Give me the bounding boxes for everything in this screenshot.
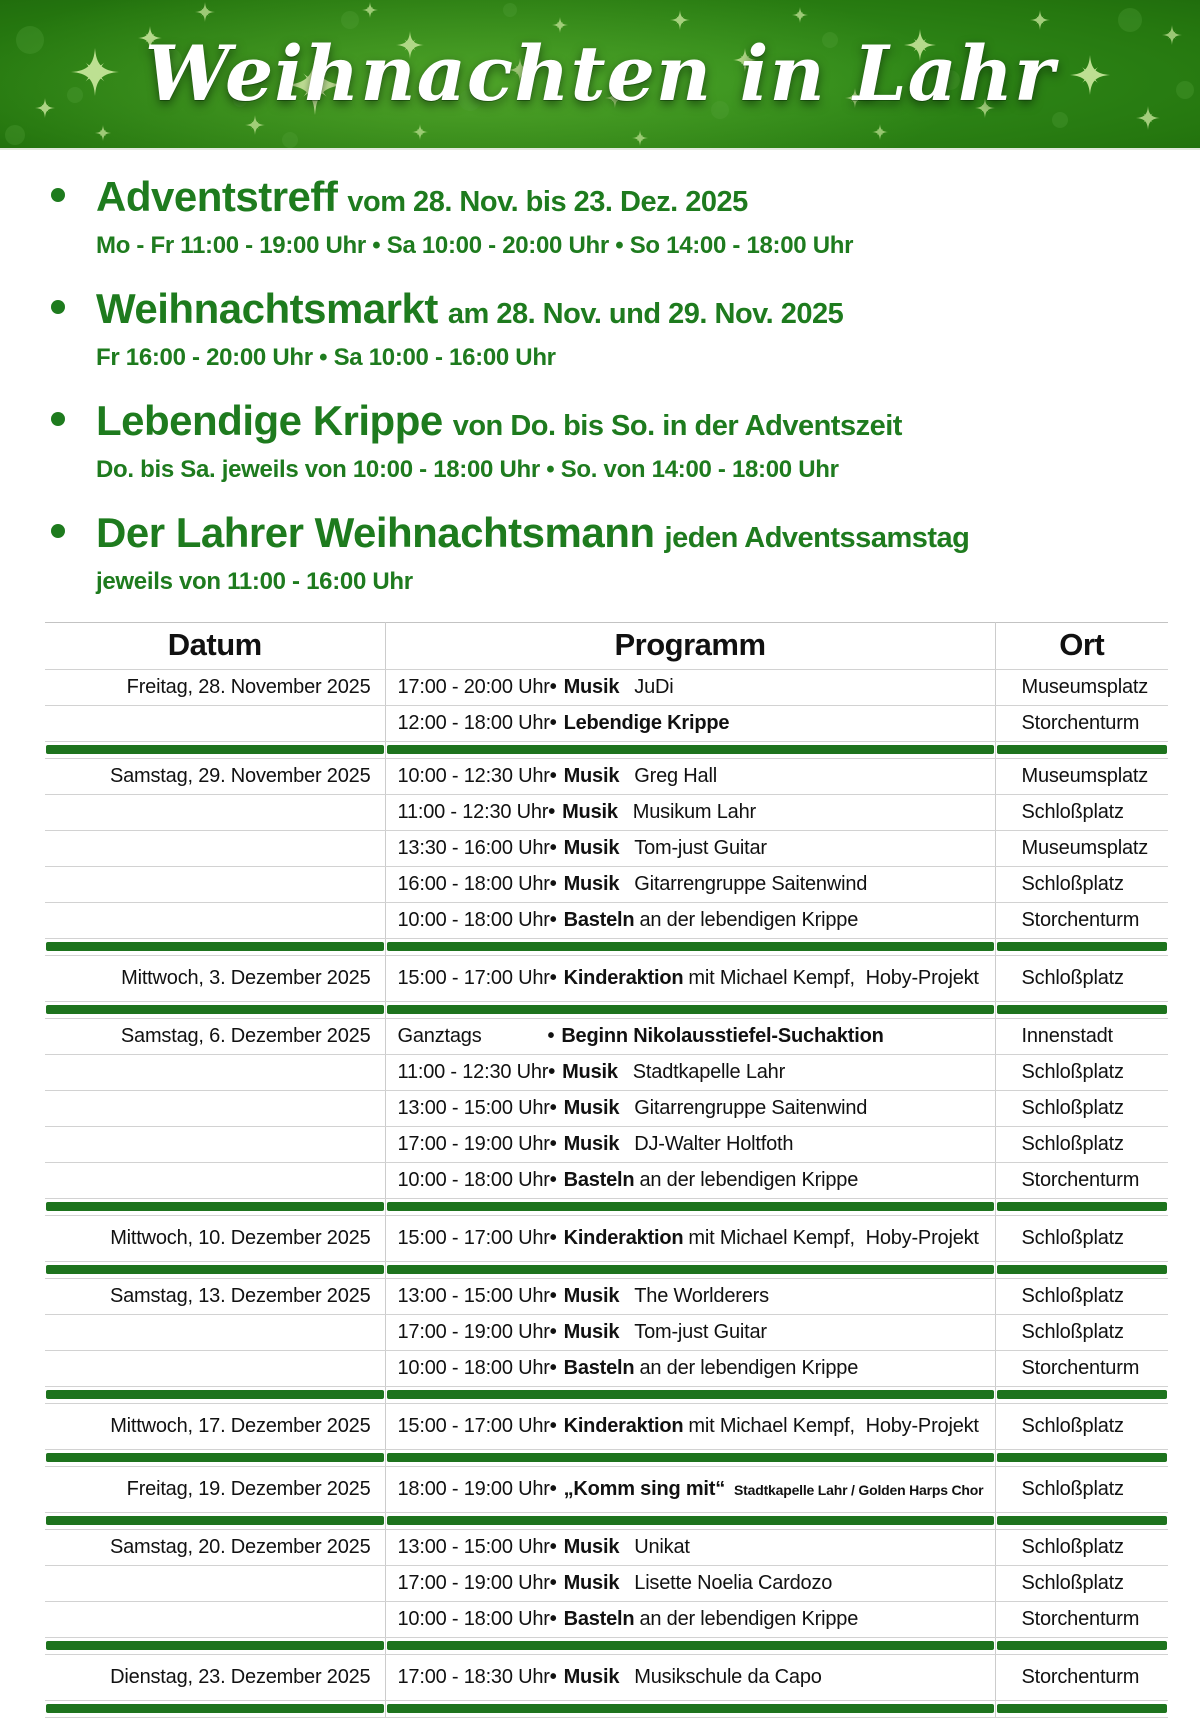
location-cell: Schloßplatz [995,956,1168,1002]
program-cell [385,867,995,903]
bullet-icon: • [549,837,557,859]
bullet-dot-icon [51,300,65,314]
program-cell [385,1602,995,1638]
program-time: 15:00 - 17:00 Uhr [397,1227,550,1249]
separator-bar [997,1265,1168,1274]
program-detail: DJ-Walter Holtfoth [634,1133,794,1155]
event-times: Do. bis Sa. jeweils von 10:00 - 18:00 Uhr • So. von 14:00 - 18:00 Uhr [96,456,839,483]
separator-bar [46,1453,384,1462]
program-cell [385,1351,995,1387]
program-category: Musik [563,1133,620,1155]
program-cell [385,706,995,742]
location-cell: Storchenturm [995,1655,1168,1701]
event-title: Adventstreff [96,173,338,220]
separator-cell [995,1450,1168,1467]
program-cell [385,1566,995,1602]
program-time: 15:00 - 17:00 Uhr [397,967,550,989]
program-cell [385,670,995,706]
program-detail: The Worlderers [634,1285,769,1307]
table-header-row [45,623,1168,670]
separator-bar [387,1516,994,1525]
bullet-icon: • [549,1608,557,1630]
location-cell: Storchenturm [995,706,1168,742]
table-row [45,1351,1168,1387]
program-detail: mit Michael Kempf, Hoby-Projekt [688,1227,979,1249]
date-cell [45,1351,385,1387]
separator-bar [46,745,384,754]
program-cell [385,956,995,1002]
separator-cell [995,939,1168,956]
program-detail: an der lebendigen Krippe [639,1608,859,1630]
location-cell: Storchenturm [995,903,1168,939]
schedule-table [45,622,1168,1718]
event-title: Lebendige Krippe [96,397,443,444]
date-cell [45,1163,385,1199]
program-category: Musik [563,676,620,698]
location-cell: Schloßplatz [995,1216,1168,1262]
program-detail: an der lebendigen Krippe [639,1357,859,1379]
event-title: Weihnachtsmarkt [96,285,438,332]
table-row [45,1602,1168,1638]
separator-cell [995,1513,1168,1530]
separator-bar [997,745,1168,754]
event-item [96,174,1160,261]
table-row [45,1019,1168,1055]
program-category: Musik [563,1572,620,1594]
location-cell: Schloßplatz [995,1530,1168,1566]
table-row [45,1091,1168,1127]
program-category: Basteln [563,909,635,931]
separator-cell [995,1002,1168,1019]
date-cell [45,831,385,867]
date-cell: Mittwoch, 10. Dezember 2025 [45,1216,385,1262]
program-category: Musik [563,1666,620,1688]
separator-cell [385,939,995,956]
christmas-banner [0,0,1200,150]
date-cell [45,1602,385,1638]
program-time: Ganztags [397,1025,482,1047]
program-detail: Gitarrengruppe Saitenwind [634,873,868,895]
bullet-icon: • [549,1478,557,1500]
program-category: Musik [562,801,618,823]
separator-bar [46,1390,384,1399]
separator-cell [45,1450,385,1467]
separator-row [45,742,1168,759]
separator-cell [45,1701,385,1718]
program-cell [385,759,995,795]
page-title: Weihnachten in Lahr [144,29,1056,118]
bullet-icon: • [549,967,557,989]
program-category: Musik [562,1061,618,1083]
table-row [45,1279,1168,1315]
separator-bar [997,1453,1168,1462]
separator-row [45,939,1168,956]
bullet-icon: • [548,801,556,823]
program-category: Musik [563,1285,620,1307]
location-cell: Museumsplatz [995,759,1168,795]
program-detail: mit Michael Kempf, Hoby-Projekt [688,1415,979,1437]
program-category: Musik [563,765,620,787]
table-row [45,831,1168,867]
program-category: Kinderaktion [563,967,684,989]
bullet-icon: • [549,909,557,931]
location-cell: Museumsplatz [995,831,1168,867]
location-cell: Storchenturm [995,1351,1168,1387]
date-cell [45,1055,385,1091]
location-cell: Schloßplatz [995,1279,1168,1315]
separator-bar [997,1390,1168,1399]
bullet-icon: • [549,676,557,698]
separator-cell [995,1638,1168,1655]
date-cell: Samstag, 20. Dezember 2025 [45,1530,385,1566]
date-cell: Dienstag, 23. Dezember 2025 [45,1655,385,1701]
program-category: Kinderaktion [563,1227,684,1249]
location-cell: Schloßplatz [995,1467,1168,1513]
program-detail: Gitarrengruppe Saitenwind [634,1097,868,1119]
program-time: 13:00 - 15:00 Uhr [397,1097,550,1119]
separator-cell [385,742,995,759]
separator-bar [46,1641,384,1650]
separator-bar [46,1704,384,1713]
bullet-dot-icon [51,412,65,426]
program-category: Basteln [563,1169,635,1191]
program-cell [385,1019,995,1055]
program-time: 13:00 - 15:00 Uhr [397,1285,550,1307]
separator-cell [385,1513,995,1530]
program-detail: Musikum Lahr [632,801,756,823]
event-heading [96,174,1160,230]
separator-bar [387,1005,994,1014]
event-item [96,510,1160,597]
separator-cell [45,1262,385,1279]
separator-cell [385,1450,995,1467]
location-cell: Storchenturm [995,1163,1168,1199]
bullet-icon: • [549,1097,557,1119]
bullet-icon: • [548,1061,556,1083]
event-title: Der Lahrer Weihnachtsmann [96,509,655,556]
date-cell: Freitag, 28. November 2025 [45,670,385,706]
header-ort: Ort [995,623,1168,670]
program-time: 11:00 - 12:30 Uhr [397,1061,549,1083]
program-category: Basteln [563,1608,635,1630]
program-cell [385,1055,995,1091]
separator-bar [387,1265,994,1274]
date-cell [45,1091,385,1127]
bullet-icon: • [547,1025,555,1047]
separator-bar [997,1641,1168,1650]
separator-bar [997,1704,1168,1713]
date-cell [45,795,385,831]
table-row [45,1530,1168,1566]
separator-bar [387,1390,994,1399]
table-row [45,1404,1168,1450]
program-time: 10:00 - 18:00 Uhr [397,1357,550,1379]
event-subtitle: von Do. bis So. in der Adventszeit [452,410,902,442]
table-row [45,1127,1168,1163]
bullet-icon: • [549,1536,557,1558]
bullet-icon: • [549,873,557,895]
program-cell [385,1279,995,1315]
header-programm: Programm [385,623,995,670]
table-row [45,867,1168,903]
separator-row [45,1199,1168,1216]
separator-bar [387,1641,994,1650]
date-cell [45,706,385,742]
date-cell: Freitag, 19. Dezember 2025 [45,1467,385,1513]
event-heading [96,510,1160,566]
location-cell: Schloßplatz [995,1315,1168,1351]
program-time: 17:00 - 20:00 Uhr [397,676,550,698]
bullet-icon: • [549,1321,557,1343]
program-time: 17:00 - 18:30 Uhr [397,1666,550,1688]
program-detail: Unikat [634,1536,690,1558]
location-cell: Museumsplatz [995,670,1168,706]
separator-cell [45,939,385,956]
program-detail: Greg Hall [634,765,717,787]
separator-bar [997,942,1168,951]
separator-cell [995,1199,1168,1216]
program-category: Musik [563,1321,620,1343]
separator-bar [46,1005,384,1014]
separator-bar [387,745,994,754]
bullet-icon: • [549,1415,557,1437]
location-cell: Schloßplatz [995,1404,1168,1450]
event-times: Fr 16:00 - 20:00 Uhr • Sa 10:00 - 16:00 Uhr [96,344,556,371]
date-cell [45,1566,385,1602]
bullet-dot-icon [51,188,65,202]
table-row [45,1055,1168,1091]
table-row [45,670,1168,706]
separator-bar [387,1202,994,1211]
table-row [45,1163,1168,1199]
date-cell [45,903,385,939]
bullet-icon: • [549,1133,557,1155]
table-row [45,1315,1168,1351]
location-cell: Storchenturm [995,1602,1168,1638]
program-time: 18:00 - 19:00 Uhr [397,1478,550,1500]
program-time: 13:30 - 16:00 Uhr [397,837,550,859]
separator-cell [385,1387,995,1404]
separator-cell [995,1701,1168,1718]
separator-bar [387,1453,994,1462]
separator-cell [385,1002,995,1019]
event-heading [96,398,1160,454]
program-time: 17:00 - 19:00 Uhr [397,1572,550,1594]
date-cell: Samstag, 13. Dezember 2025 [45,1279,385,1315]
schedule-table-body [45,670,1168,1718]
bullet-icon: • [549,1666,557,1688]
header-datum: Datum [45,623,385,670]
program-cell [385,1530,995,1566]
separator-bar [997,1202,1168,1211]
table-row [45,1566,1168,1602]
location-cell: Schloßplatz [995,1055,1168,1091]
program-detail: an der lebendigen Krippe [639,909,859,931]
separator-cell [995,1262,1168,1279]
separator-bar [387,1704,994,1713]
program-category: Beginn Nikolausstiefel-Suchaktion [561,1025,884,1047]
event-subtitle: jeden Adventssamstag [664,522,970,554]
separator-cell [45,742,385,759]
event-subtitle: am 28. Nov. und 29. Nov. 2025 [447,298,844,330]
program-detail: Tom-just Guitar [634,837,767,859]
program-time: 13:00 - 15:00 Uhr [397,1536,550,1558]
program-category: Musik [563,1536,620,1558]
program-time: 10:00 - 18:00 Uhr [397,1169,550,1191]
table-row [45,795,1168,831]
separator-row [45,1701,1168,1718]
program-category: Musik [563,837,620,859]
separator-cell [45,1002,385,1019]
location-cell: Schloßplatz [995,1127,1168,1163]
table-row [45,1467,1168,1513]
location-cell: Schloßplatz [995,1091,1168,1127]
program-cell [385,795,995,831]
separator-cell [45,1638,385,1655]
separator-cell [45,1199,385,1216]
separator-bar [46,1516,384,1525]
event-subtitle: vom 28. Nov. bis 23. Dez. 2025 [347,186,748,218]
program-cell [385,1163,995,1199]
program-time: 10:00 - 12:30 Uhr [397,765,550,787]
program-cell [385,1091,995,1127]
separator-bar [46,1202,384,1211]
event-item [96,286,1160,373]
program-time: 16:00 - 18:00 Uhr [397,873,550,895]
date-cell [45,1127,385,1163]
program-detail: Tom-just Guitar [634,1321,767,1343]
program-category: Musik [563,873,620,895]
bullet-icon: • [549,712,557,734]
location-cell: Schloßplatz [995,1566,1168,1602]
separator-row [45,1638,1168,1655]
program-cell [385,1315,995,1351]
program-time: 10:00 - 18:00 Uhr [397,909,550,931]
program-cell [385,1216,995,1262]
program-time: 15:00 - 17:00 Uhr [397,1415,550,1437]
event-item [96,398,1160,485]
bullet-icon: • [549,765,557,787]
program-detail: Musikschule da Capo [634,1666,822,1688]
program-detail: Lisette Noelia Cardozo [634,1572,833,1594]
event-heading [96,286,1160,342]
event-times: Mo - Fr 11:00 - 19:00 Uhr • Sa 10:00 - 20:00 Uhr • So 14:00 - 18:00 Uhr [96,232,854,259]
bullet-icon: • [549,1572,557,1594]
program-category: Musik [563,1097,620,1119]
separator-bar [997,1005,1168,1014]
separator-row [45,1450,1168,1467]
date-cell: Samstag, 29. November 2025 [45,759,385,795]
date-cell [45,1315,385,1351]
separator-cell [385,1199,995,1216]
separator-cell [45,1387,385,1404]
event-summary-list [96,174,1160,597]
program-detail: Stadtkapelle Lahr / Golden Harps Chor [734,1482,984,1498]
program-time: 17:00 - 19:00 Uhr [397,1133,550,1155]
program-cell [385,831,995,867]
program-category: Basteln [563,1357,635,1379]
separator-bar [46,942,384,951]
separator-cell [995,742,1168,759]
program-category: „Komm sing mit“ [563,1478,726,1500]
program-time: 10:00 - 18:00 Uhr [397,1608,550,1630]
separator-row [45,1002,1168,1019]
table-row [45,956,1168,1002]
program-time: 17:00 - 19:00 Uhr [397,1321,550,1343]
table-row [45,706,1168,742]
program-detail: an der lebendigen Krippe [639,1169,859,1191]
program-category: Kinderaktion [563,1415,684,1437]
bullet-dot-icon [51,524,65,538]
date-cell: Samstag, 6. Dezember 2025 [45,1019,385,1055]
separator-bar [46,1265,384,1274]
separator-row [45,1387,1168,1404]
location-cell: Schloßplatz [995,795,1168,831]
program-cell [385,1127,995,1163]
separator-bar [997,1516,1168,1525]
bullet-icon: • [549,1285,557,1307]
bullet-icon: • [549,1169,557,1191]
program-category: Lebendige Krippe [563,712,730,734]
date-cell: Mittwoch, 3. Dezember 2025 [45,956,385,1002]
separator-cell [995,1387,1168,1404]
program-cell [385,1404,995,1450]
program-time: 12:00 - 18:00 Uhr [397,712,550,734]
location-cell: Innenstadt [995,1019,1168,1055]
separator-cell [385,1262,995,1279]
separator-cell [45,1513,385,1530]
program-detail: JuDi [634,676,674,698]
location-cell: Schloßplatz [995,867,1168,903]
bullet-icon: • [549,1357,557,1379]
date-cell [45,867,385,903]
separator-cell [385,1638,995,1655]
separator-row [45,1262,1168,1279]
event-times: jeweils von 11:00 - 16:00 Uhr [96,568,413,595]
program-detail: mit Michael Kempf, Hoby-Projekt [688,967,979,989]
separator-cell [385,1701,995,1718]
separator-row [45,1513,1168,1530]
table-row [45,903,1168,939]
table-row [45,1216,1168,1262]
date-cell: Mittwoch, 17. Dezember 2025 [45,1404,385,1450]
program-cell [385,1467,995,1513]
program-time: 11:00 - 12:30 Uhr [397,801,549,823]
program-cell [385,903,995,939]
table-row [45,759,1168,795]
separator-bar [387,942,994,951]
program-detail: Stadtkapelle Lahr [632,1061,786,1083]
bullet-icon: • [549,1227,557,1249]
